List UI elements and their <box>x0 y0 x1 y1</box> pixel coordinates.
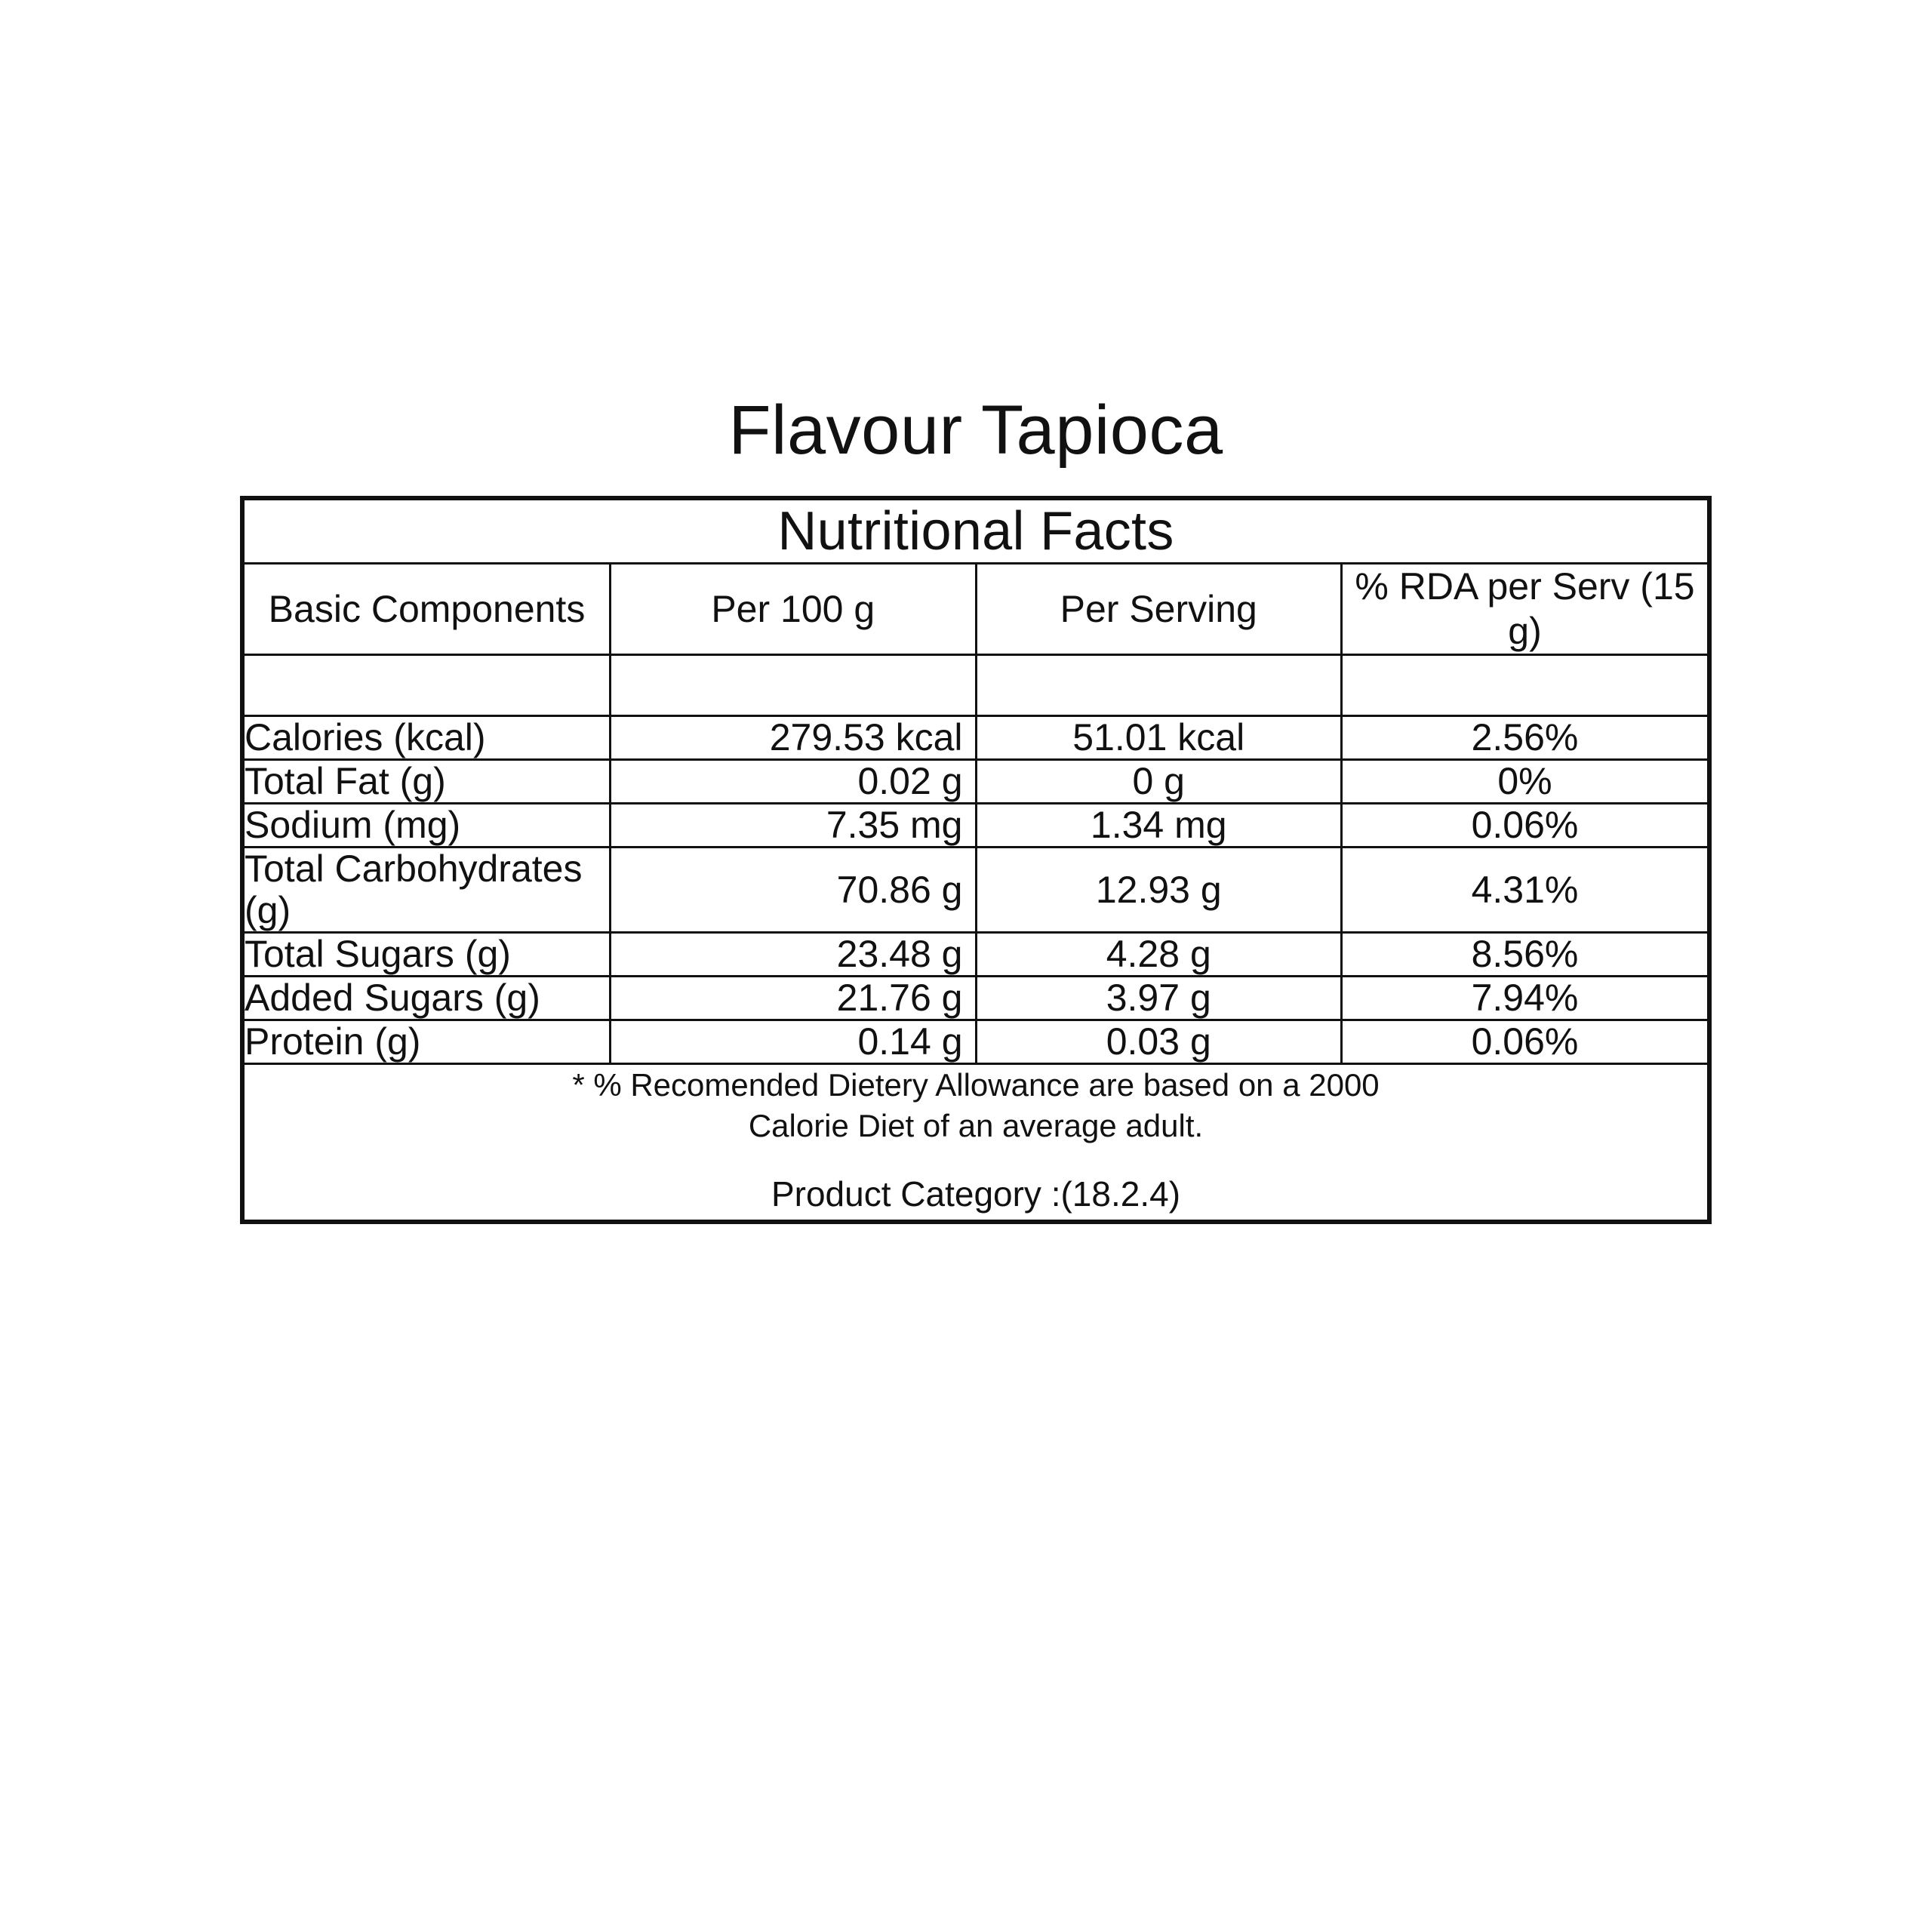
column-header-rda: % RDA per Serv (15 g) <box>1342 564 1708 655</box>
spacer-row <box>245 655 1707 716</box>
spacer-cell-components <box>245 655 611 716</box>
table-row <box>245 760 1707 804</box>
nutrient-rda: 0.06% <box>1342 1020 1708 1064</box>
nutrient-per-100g: 7.35 mg <box>611 804 977 848</box>
spacer-cell-rda <box>1342 655 1708 716</box>
nutrient-per-serving: 51.01 kcal <box>976 716 1342 760</box>
nutrient-per-serving: 4.28 g <box>976 933 1342 977</box>
nutrient-label: Sodium (mg) <box>245 804 611 848</box>
nutrient-per-100g: 23.48 g <box>611 933 977 977</box>
footnote-line-2: Calorie Diet of an average adult. <box>748 1107 1204 1143</box>
nutrient-rda: 8.56% <box>1342 933 1708 977</box>
footnote-line-1: * % Recomended Dietery Allowance are based on a 2000 <box>572 1067 1380 1103</box>
nutrient-per-serving: 12.93 g <box>976 848 1342 933</box>
nutrient-per-100g: 0.14 g <box>611 1020 977 1064</box>
nutrient-label: Protein (g) <box>245 1020 611 1064</box>
table-row <box>245 716 1707 760</box>
footnote-row <box>245 1064 1707 1220</box>
nutrient-label: Calories (kcal) <box>245 716 611 760</box>
nutrient-rda: 0.06% <box>1342 804 1708 848</box>
nutrient-label: Total Sugars (g) <box>245 933 611 977</box>
nutrient-per-serving: 3.97 g <box>976 977 1342 1020</box>
table-row <box>245 1020 1707 1064</box>
spacer-cell-per-serving <box>976 655 1342 716</box>
table-row <box>245 933 1707 977</box>
table-row <box>245 977 1707 1020</box>
nutrient-rda: 0% <box>1342 760 1708 804</box>
nutrient-label: Total Carbohydrates (g) <box>245 848 611 933</box>
facts-heading: Nutritional Facts <box>245 500 1707 564</box>
nutrient-per-serving: 1.34 mg <box>976 804 1342 848</box>
table-row <box>245 804 1707 848</box>
page-title: Flavour Tapioca <box>728 392 1223 469</box>
nutrient-per-100g: 279.53 kcal <box>611 716 977 760</box>
column-header-per-100g: Per 100 g <box>611 564 977 655</box>
spacer-cell-per-100g <box>611 655 977 716</box>
nutrient-per-serving: 0 g <box>976 760 1342 804</box>
nutrient-label: Added Sugars (g) <box>245 977 611 1020</box>
column-header-per-serving: Per Serving <box>976 564 1342 655</box>
nutrient-rda: 2.56% <box>1342 716 1708 760</box>
facts-heading-row <box>245 500 1707 564</box>
footnote-cell <box>245 1064 1707 1220</box>
nutrient-label: Total Fat (g) <box>245 760 611 804</box>
nutrient-per-100g: 0.02 g <box>611 760 977 804</box>
nutrient-per-100g: 70.86 g <box>611 848 977 933</box>
nutrition-facts-table <box>245 500 1707 1220</box>
table-row <box>245 848 1707 933</box>
nutrient-per-serving: 0.03 g <box>976 1020 1342 1064</box>
product-category: Product Category :(18.2.4) <box>771 1174 1181 1214</box>
nutrition-label <box>240 392 1712 1224</box>
nutrient-rda: 4.31% <box>1342 848 1708 933</box>
nutritional-facts-panel <box>240 496 1712 1224</box>
table-header-row <box>245 564 1707 655</box>
column-header-components: Basic Components <box>245 564 611 655</box>
nutrient-per-100g: 21.76 g <box>611 977 977 1020</box>
nutrient-rda: 7.94% <box>1342 977 1708 1020</box>
